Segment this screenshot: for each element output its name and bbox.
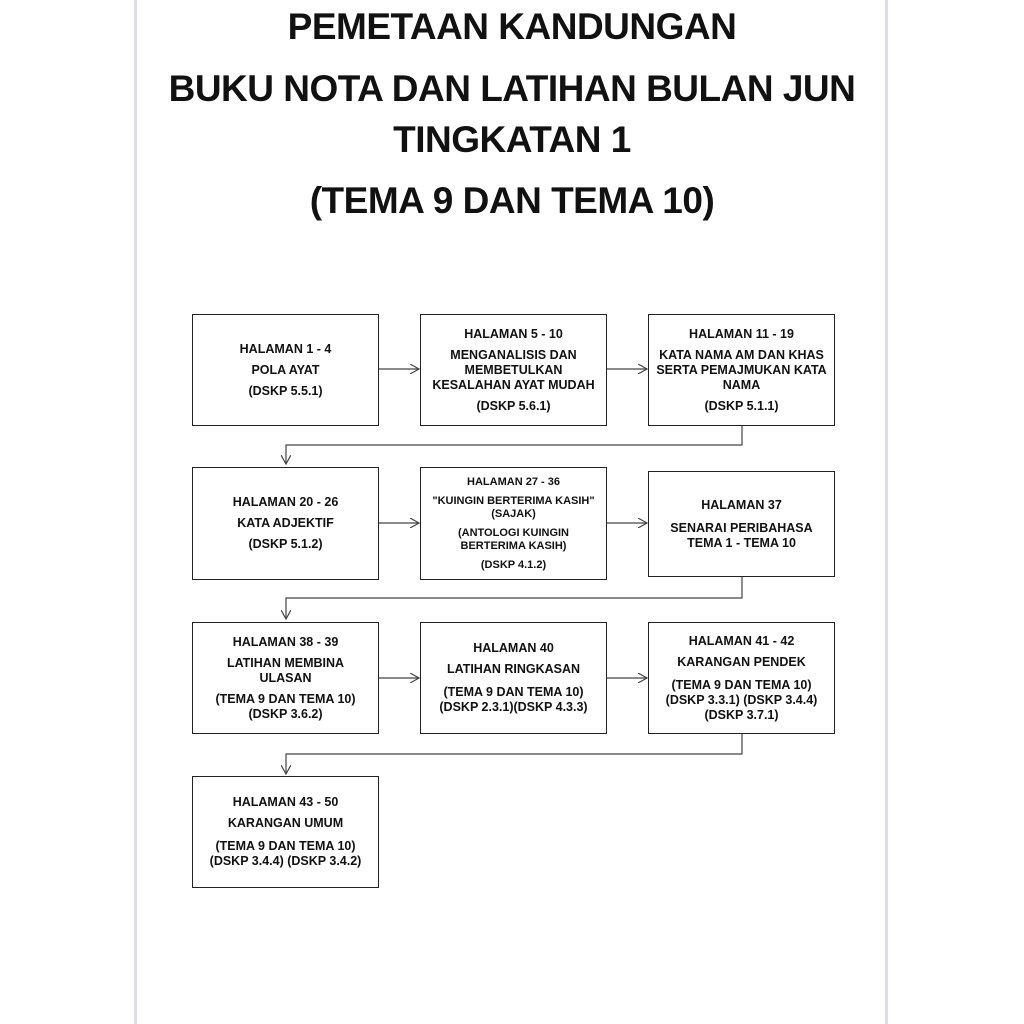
box-topic-line-3: NAMA [722, 377, 761, 392]
box-tema: (TEMA 9 DAN TEMA 10) [443, 685, 584, 699]
box-tema: (TEMA 9 DAN TEMA 10) [671, 677, 812, 692]
box-dskp: (DSKP 5.1.2) [248, 537, 323, 551]
title-line-3: TINGKATAN 1 [393, 119, 631, 160]
box-topic-line-4: BERTERIMA KASIH) [460, 539, 567, 552]
box-page-label: HALAMAN 40 [473, 641, 554, 655]
box-page-label: HALAMAN 38 - 39 [232, 634, 339, 649]
box-page-label: HALAMAN 5 - 10 [464, 326, 563, 341]
box-topic-line-3: (ANTOLOGI KUINGIN [457, 526, 569, 539]
box-topic: KARANGAN UMUM [227, 816, 344, 830]
box-halaman-43-50 [192, 776, 379, 888]
box-topic: LATIHAN RINGKASAN [446, 662, 581, 676]
box-halaman-37 [648, 471, 835, 577]
box-halaman-11-19 [648, 314, 835, 426]
box-page-label: HALAMAN 1 - 4 [239, 341, 332, 356]
box-topic-line-1: MENGANALISIS DAN [450, 347, 577, 362]
box-halaman-1-4 [192, 314, 379, 426]
box-tema: (TEMA 9 DAN TEMA 10) [215, 691, 356, 706]
box-topic-line-3: KESALAHAN AYAT MUDAH [432, 377, 595, 392]
box-halaman-20-26 [192, 467, 379, 580]
box-topic-line-1: LATIHAN MEMBINA [226, 655, 345, 670]
box-dskp: (DSKP 5.5.1) [248, 383, 323, 398]
box-tema: (TEMA 9 DAN TEMA 10) [215, 839, 356, 853]
box-topic-line-2: SERTA PEMAJMUKAN KATA [656, 362, 827, 377]
box-topic: POLA AYAT [251, 362, 320, 377]
box-halaman-38-39 [192, 622, 379, 734]
box-page-label: HALAMAN 43 - 50 [232, 795, 339, 809]
box-halaman-27-36 [420, 467, 607, 580]
box-page-label: HALAMAN 27 - 36 [467, 475, 560, 488]
box-dskp-line-1: (DSKP 3.3.1) (DSKP 3.4.4) [665, 692, 818, 707]
box-halaman-5-10 [420, 314, 607, 426]
box-page-label: HALAMAN 11 - 19 [689, 326, 794, 341]
box-dskp: (DSKP 2.3.1)(DSKP 4.3.3) [439, 700, 588, 714]
box-dskp: (DSKP 3.6.2) [248, 706, 323, 721]
box-topic-line-2: (SAJAK) [491, 507, 536, 520]
box-dskp: (DSKP 4.1.2) [480, 558, 547, 571]
arrow-9-10 [286, 734, 742, 774]
box-halaman-41-42 [648, 622, 835, 734]
box-dskp: (DSKP 5.6.1) [476, 398, 551, 413]
box-topic-line-2: ULASAN [259, 670, 312, 685]
box-page-label: HALAMAN 20 - 26 [232, 495, 339, 509]
box-dskp: (DSKP 5.1.1) [704, 398, 779, 413]
title-line-2: BUKU NOTA DAN LATIHAN BULAN JUN [168, 68, 856, 109]
box-page-label: HALAMAN 41 - 42 [688, 633, 795, 648]
box-halaman-40 [420, 622, 607, 734]
box-topic: KARANGAN PENDEK [677, 654, 806, 669]
box-topic-line-1: SENARAI PERIBAHASA [670, 520, 813, 535]
arrow-3-4 [286, 426, 742, 464]
arrow-6-7 [286, 577, 742, 619]
box-topic-line-1: KATA NAMA AM DAN KHAS [659, 347, 824, 362]
title-line-4: (TEMA 9 DAN TEMA 10) [309, 180, 715, 221]
box-dskp-line-2: (DSKP 3.7.1) [704, 707, 779, 722]
box-topic: KATA ADJEKTIF [237, 516, 334, 530]
box-page-label: HALAMAN 37 [701, 497, 782, 512]
box-topic-line-2: TEMA 1 - TEMA 10 [687, 535, 796, 550]
box-topic-line-2: MEMBETULKAN [464, 362, 563, 377]
title-line-1: PEMETAAN KANDUNGAN [287, 6, 737, 47]
box-topic-line-1: "KUINGIN BERTERIMA KASIH" [432, 494, 595, 507]
box-dskp: (DSKP 3.4.4) (DSKP 3.4.2) [209, 854, 362, 868]
